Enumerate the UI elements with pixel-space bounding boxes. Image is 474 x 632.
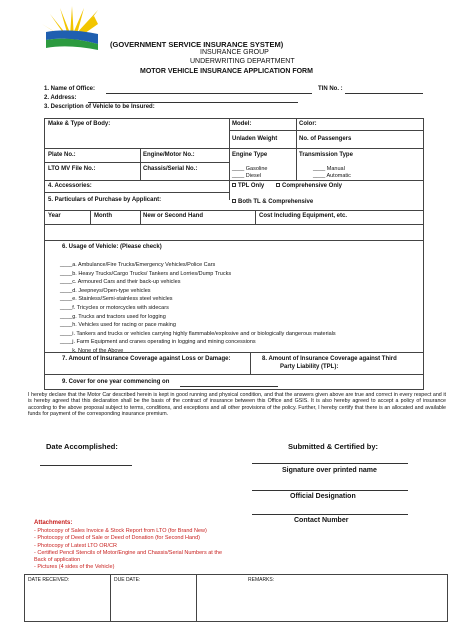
- cover-year-label: 9. Cover for one year commencing on: [62, 379, 170, 385]
- gasoline-option[interactable]: ____ Gasoline: [232, 166, 268, 172]
- year-label: Year: [48, 213, 61, 219]
- contact-number-label: Contact Number: [294, 517, 349, 524]
- engine-no-label: Engine/Motor No.:: [143, 152, 195, 158]
- usage-item[interactable]: ____i. Tankers and trucks or vehicles carrying highly flammable/explosive and or biologically dangerous materials: [60, 330, 336, 337]
- date-accomplished-field[interactable]: [40, 465, 132, 466]
- date-accomplished-label: Date Accomplished:: [46, 442, 118, 451]
- automatic-option[interactable]: ____ Automatic: [313, 173, 351, 179]
- attachment-item: - Photocopy of Sales Invoice & Stock Report from LTO (for Brand New): [34, 528, 207, 534]
- usage-item[interactable]: ____b. Heavy Trucks/Cargo Trucks/ Tankers and Lorries/Dump Trucks: [60, 270, 232, 277]
- contact-field[interactable]: [252, 514, 408, 515]
- lto-file-label: LTO MV File No.:: [48, 166, 96, 172]
- usage-item[interactable]: ____g. Trucks and tractors used for logging: [60, 313, 166, 320]
- comprehensive-only-option[interactable]: Comprehensive Only: [276, 183, 342, 190]
- insurance-group: INSURANCE GROUP: [200, 49, 269, 56]
- make-type-label: Make & Type of Body:: [48, 121, 111, 127]
- accessories-label: 4. Accessories:: [48, 183, 92, 189]
- attachments-list: [34, 528, 222, 572]
- official-designation-label: Official Designation: [290, 493, 356, 500]
- tin-field[interactable]: [345, 93, 423, 94]
- usage-item[interactable]: ____h. Vehicles used for racing or pace making: [60, 322, 176, 329]
- attachment-item: - Pictures (4 sides of the Vehicle): [34, 564, 115, 571]
- new-second-label: New or Second Hand: [143, 213, 204, 219]
- remarks-label: REMARKS:: [248, 577, 275, 583]
- both-tl-option[interactable]: Both TL & Comprehensive: [232, 199, 313, 206]
- usage-item[interactable]: ____j. Farm Equipment and cranes operating in logging and mining concessions: [60, 339, 256, 346]
- comprehensive-only-checkbox[interactable]: [276, 183, 280, 187]
- attachment-item: - Photocopy of Latest LTO OR/CR: [34, 542, 117, 549]
- attachment-item: - Certified Pencil Stencils of Motor/Engine and Chassis/Serial Numbers at the: [34, 549, 223, 556]
- address-field[interactable]: [88, 102, 298, 103]
- signature-name-label: Signature over printed name: [282, 467, 377, 474]
- plate-no-label: Plate No.:: [48, 152, 76, 158]
- org-name: (GOVERNMENT SERVICE INSURANCE SYSTEM): [110, 40, 284, 49]
- tpl-only-checkbox[interactable]: [232, 183, 236, 187]
- usage-item[interactable]: ____e. Stainless/Semi-stainless steel vehicles: [60, 296, 173, 303]
- office-use-box: [24, 574, 448, 622]
- cover-year-field[interactable]: [180, 386, 278, 387]
- usage-list: [60, 262, 336, 357]
- no-passengers-label: No. of Passengers: [299, 136, 352, 142]
- signature-field[interactable]: [252, 463, 408, 464]
- cost-label: Cost Including Equipment, etc.: [259, 213, 348, 219]
- chassis-no-label: Chassis/Serial No.:: [143, 166, 198, 172]
- transmission-type-label: Transmission Type: [299, 152, 353, 158]
- particulars-label: 5. Particulars of Purchase by Applicant:: [48, 197, 162, 203]
- manual-option[interactable]: ____ Manual: [313, 166, 345, 172]
- designation-field[interactable]: [252, 490, 408, 491]
- unladen-weight-label: Unladen Weight: [232, 136, 278, 142]
- usage-item[interactable]: ____c. Armoured Cars and their back-up vehicles: [60, 279, 181, 286]
- color-label: Color:: [299, 121, 317, 127]
- gsis-logo: [28, 6, 98, 52]
- name-of-office-field[interactable]: [106, 93, 312, 94]
- due-date-label: DUE DATE:: [114, 577, 141, 583]
- coverage-loss-label: 7. Amount of Insurance Coverage against Loss or Damage:: [62, 356, 231, 362]
- attachments-title: Attachments:: [34, 520, 73, 526]
- underwriting-dept: UNDERWRITING DEPARTMENT: [190, 58, 295, 65]
- usage-title: 6. Usage of Vehicle: (Please check): [62, 244, 162, 250]
- engine-type-label: Engine Type: [232, 152, 268, 158]
- usage-item[interactable]: ____f. Tricycles or motorcycles with sidecars: [60, 304, 169, 311]
- address-label: 2. Address:: [44, 95, 77, 101]
- tin-label: TIN No. :: [318, 86, 343, 92]
- tpl-only-option[interactable]: TPL Only: [232, 183, 264, 190]
- vehicle-description-label: 3. Description of Vehicle to be Insured:: [44, 104, 155, 110]
- coverage-tpl-label-1: 8. Amount of Insurance Coverage against Third: [262, 356, 397, 362]
- usage-item[interactable]: ____a. Ambulance/Fire Trucks/Emergency Vehicles/Police Cars: [60, 262, 216, 268]
- form-title: MOTOR VEHICLE INSURANCE APPLICATION FORM: [140, 68, 313, 75]
- usage-item[interactable]: ____k. None of the Above: [60, 347, 124, 354]
- month-label: Month: [94, 213, 112, 219]
- attachment-item: - Photocopy of Deed of Sale or Deed of Donation (for Second Hand): [34, 535, 201, 542]
- coverage-tpl-label-2: Party Liability (TPL):: [280, 364, 339, 370]
- model-label: Model:: [232, 121, 252, 127]
- usage-item[interactable]: ____d. Jeepneys/Open-type vehicles: [60, 287, 151, 294]
- declaration-text: I hereby declare that the Motor Car described herein is kept in good running and physical condition, and that the answers given above are true and correct in every respect and it is hereby agreed that this declaration shall be the basis of the contract of insurance between this Office and GSIS. It is also hereby agreed to accept a policy of insurance according to the above proposal subject to terms, conditions, and exceptions and all other provisions of the policy. Further, I hereby certify that there is an allocated and available funds for payment of the corresponding insurance premium.: [28, 392, 446, 418]
- diesel-option[interactable]: ____ Diesel: [232, 173, 262, 179]
- date-received-label: DATE RECEIVED:: [28, 577, 70, 583]
- submitted-certified-label: Submitted & Certified by:: [288, 442, 379, 451]
- attachment-item: Back of application: [34, 557, 81, 564]
- name-of-office-label: 1. Name of Office:: [44, 86, 96, 92]
- both-tl-checkbox[interactable]: [232, 199, 236, 203]
